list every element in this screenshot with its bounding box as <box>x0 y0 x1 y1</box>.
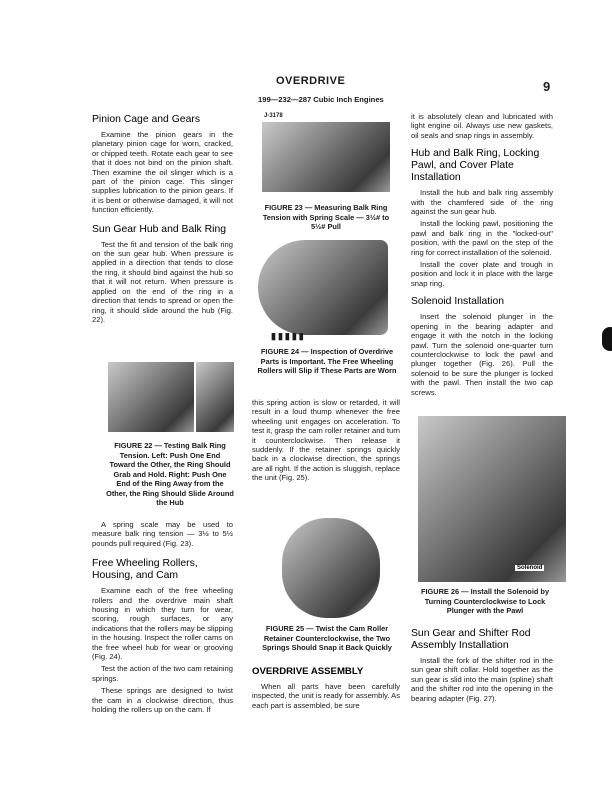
figure-23-label: J-3178 <box>264 113 283 119</box>
figure-22-photo-right <box>196 362 234 432</box>
figure-26-photo <box>418 416 566 582</box>
figure-25-photo <box>282 518 380 618</box>
figure-26-caption: FIGURE 26 — Install the Solenoid by Turning Counterclockwise to Lock Plunger with the Pawl <box>420 587 550 615</box>
paragraph-free-wheeling-3: These springs are designed to twist the cam in a clockwise direction, thus holding the rollers up on the cam. If <box>92 686 233 715</box>
page-title: OVERDRIVE <box>276 75 346 87</box>
paragraph-clean-lubricated: it is absolutely clean and lubricated with light engine oil. Always use new gaskets, oil seals and snap rings in assembly. <box>411 112 553 140</box>
heading-free-wheeling: Free Wheeling Rollers, Housing, and Cam <box>92 558 198 582</box>
column-left <box>92 108 233 327</box>
figure-25-caption: FIGURE 25 — Twist the Cam Roller Retainer Counterclockwise, the Two Springs Should Snap it Back Quickly <box>262 624 392 652</box>
column-right <box>411 112 553 400</box>
figure-22-photo-left <box>108 362 194 432</box>
heading-overdrive-assembly: OVERDRIVE ASSEMBLY <box>252 666 364 677</box>
page-number: 9 <box>543 79 551 94</box>
paragraph-free-wheeling-1: Examine each of the free wheeling rollers and the overdrive main shaft housing in which they turn for wear, scoring, rough surfaces, or any indications that the rollers may be slipping in the housing. Inspect the roller cams on the free wheel hub for wear or grooving (Fig. 24). <box>92 586 233 662</box>
figure-24-photo <box>258 240 388 335</box>
paragraph-pinion-cage: Examine the pinion gears in the planetary pinion cage for worn, cracked, or chipped teeth. Rotate each gear to see that it does not bind on the pinion shaft. Then examine the oil slinger which is a part of the pinion cage. This slinger supplies lubrication to the pinion gears. If it is bent or otherwise damaged, it will not function efficiently. <box>92 130 233 215</box>
column-right-lower <box>411 622 553 706</box>
paragraph-hub-1: Install the hub and balk ring assembly with the chamfered side of the ring against the sun gear hub. <box>411 188 553 217</box>
heading-sun-gear-hub: Sun Gear Hub and Balk Ring <box>92 223 227 235</box>
figure-26-label: Solenoid <box>517 565 543 571</box>
paragraph-free-wheeling-2: Test the action of the two cam retaining springs. <box>92 664 233 683</box>
heading-hub-balk-ring: Hub and Balk Ring, Locking Pawl, and Cover Plate Installation <box>411 148 540 184</box>
figure-22-caption: FIGURE 22 — Testing Balk Ring Tension. Left: Push One End Toward the Other, the Ring Should Grab and Hold. Right: Push One End of the Ring Away from the Other, the Ring Should Slide Around the Hub <box>106 441 234 507</box>
paragraph-spring-scale: A spring scale may be used to measure balk ring tension — 3½ to 5½ pounds pull required (Fig. 23). <box>92 520 233 548</box>
heading-pinion-cage: Pinion Cage and Gears <box>92 114 201 125</box>
column-middle-lower <box>252 660 400 713</box>
column-middle <box>252 398 400 486</box>
figure-24-caption: FIGURE 24 — Inspection of Overdrive Parts is Important. The Free Wheeling Rollers will Slip if These Parts are Worn <box>257 347 397 375</box>
paragraph-hub-2: Install the locking pawl, positioning the pawl and balk ring in the "locked-out" position, with the pawl on the step of the ring for correct installation of the solenoid. <box>411 219 553 257</box>
column-left-lower <box>92 520 233 718</box>
figure-23-photo <box>262 122 390 192</box>
paragraph-sun-gear-hub: Test the fit and tension of the balk ring on the sun gear hub. When pressure is applied in a direction that tends to close the ring, it should bind against the hub so that it will not return. When pressure is applied on the end of the ring in a direction that tends to spread or open the ring, it should slide around the hub (Fig. 22). <box>92 239 233 324</box>
thumb-tab-marker <box>602 327 612 351</box>
paragraph-sun-gear-shifter: Install the fork of the shifter rod in the sun gear shift collar. Hold together as the sun gear is slid into the main (spline) shaft and the shifter rod into the opening in the bearing adapter (Fig. 27). <box>411 656 553 703</box>
paragraph-overdrive-assembly: When all parts have been carefully inspected, the unit is ready for assembly. As each part is assembled, be sure <box>252 682 400 710</box>
figure-23-caption: FIGURE 23 — Measuring Balk Ring Tension with Spring Scale — 3½# to 5½# Pull <box>262 203 390 231</box>
page-subtitle: 199—232—287 Cubic Inch Engines <box>258 95 384 104</box>
paragraph-hub-3: Install the cover plate and trough in position and lock it in place with the large snap ring. <box>411 260 553 288</box>
paragraph-solenoid: Insert the solenoid plunger in the opening in the bearing adapter and engage it with the notch in the locking pawl. Turn the solenoid one-quarter turn counterclockwise to lock the pawl and plunger together (Fig. 26). Pull the solenoid to be sure the plunger is locked with the pawl. Then install the two cap screws. <box>411 312 553 397</box>
heading-solenoid-installation: Solenoid Installation <box>411 296 505 308</box>
paragraph-spring-action: this spring action is slow or retarded, it will result in a loud thump whenever the free wheeling unit engages on acceleration. To test it, grasp the cam roller retainer and turn it counterclockwise. Then release it suddenly. If the retainer springs quickly back in a clockwise direction, the springs are all right. If the action is sluggish, replace the unit (Fig. 25). <box>252 398 400 483</box>
heading-sun-gear-shifter: Sun Gear and Shifter Rod Assembly Installation <box>411 628 531 651</box>
figure-24-rollers: ▮▮▮▮▮ <box>271 331 306 341</box>
